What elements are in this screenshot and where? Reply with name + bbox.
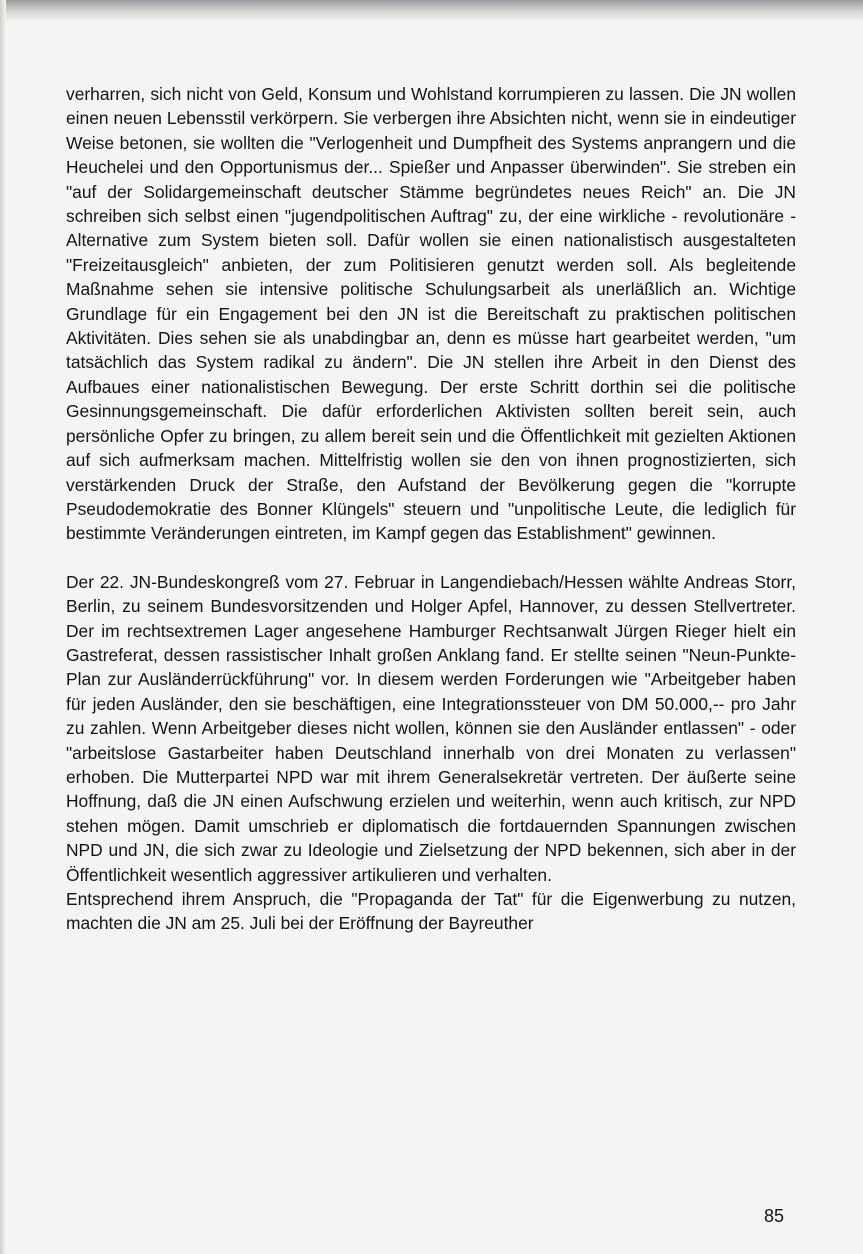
page-number: 85 bbox=[764, 1206, 785, 1226]
paragraph-3: Entsprechend ihrem Anspruch, die "Propaganda der Tat" für die Eigenwerbung zu nutzen, machten die JN am 25. Juli bei der Eröffnung der Bayreuther bbox=[66, 889, 796, 934]
paragraph-2: Der 22. JN-Bundeskongreß vom 27. Februar in Langendiebach/Hessen wählte Andreas Storr, Berlin, zu seinem Bundesvorsitzenden und Holger Apfel, Hannover, zu dessen Stellvertreter. Der im rechtsextremen Lager angesehene Hamburger Rechtsanwalt Jürgen Rieger hielt ein Gastreferat, dessen rassistischer Inhalt großen Anklang fand. Er stellte seinen "Neun-Punkte-Plan zur Ausländerrückführung" vor. In diesem werden Forderungen wie "Arbeitgeber haben für jeden Ausländer, den sie beschäftigen, eine Integrationssteuer von DM 50.000,-- pro Jahr zu zahlen. Wenn Arbeitgeber dieses nicht wollen, können sie den Ausländer entlassen" - oder "arbeitslose Gastarbeiter haben Deutschland innerhalb von drei Monaten zu verlassen" erhoben. Die Mutterpartei NPD war mit ihrem Generalsekretär vertreten. Der äußerte seine Hoffnung, daß die JN einen Aufschwung erzielen und weiterhin, wenn auch kritisch, zur NPD stehen mögen. Damit umschrieb er diplomatisch die fortdauernden Spannungen zwischen NPD und JN, die sich zwar zu Ideologie und Zielsetzung der NPD bekennen, sich aber in der Öffentlichkeit wesentlich aggressiver artikulieren und verhalten. bbox=[66, 571, 796, 885]
scan-top-edge bbox=[0, 0, 863, 22]
paragraph-1: verharren, sich nicht von Geld, Konsum und Wohlstand korrumpieren zu lassen. Die JN wollen einen neuen Lebensstil verkörpern. Sie verbergen ihre Absichten nicht, wenn sie in eindeutiger Weise betonen, sie wollten die "Verlogenheit und Dumpfheit des Systems anprangern und die Heuchelei und den Opportunismus der... Spießer und Anpasser überwinden". Sie streben ein "auf der Solidargemeinschaft deutscher Stämme begründetes neues Reich" an. Die JN schreiben sich selbst einen "jugendpolitischen Auftrag" zu, der eine wirkliche - revolutionäre - Alternative zum System bieten soll. Dafür wollen sie einen nationalistisch ausgestalteten "Freizeitausgleich" anbieten, der zum Politisieren genutzt werden soll. Als begleitende Maßnahme sehen sie intensive politische Schulungsarbeit als unerläßlich an. Wichtige Grundlage für ein Engagement bei den JN ist die Bereitschaft zu praktischen politischen Aktivitäten. Dies sehen sie als unabdingbar an, denn es müsse hart gearbeitet werden, "um tatsächlich das System radikal zu ändern". Die JN stellen ihre Arbeit in den Dienst des Aufbaues einer nationalistischen Bewegung. Der erste Schritt dorthin sei die politische Gesinnungsgemeinschaft. Die dafür erforderlichen Aktivisten sollten bereit sein, auch persönliche Opfer zu bringen, zu allem bereit sein und die Öffentlichkeit mit gezielten Aktionen auf sich aufmerksam machen. Mittelfristig wollen sie den von ihnen prognostizierten, sich verstärkenden Druck der Straße, den Aufstand der Bevölkerung gegen die "korrupte Pseudodemokratie des Bonner Klüngels" steuern und "unpolitische Leute, die lediglich für bestimmte Veränderungen eintreten, im Kampf gegen das Establishment" gewinnen. bbox=[66, 84, 796, 544]
scan-left-edge bbox=[0, 0, 6, 1254]
page-body bbox=[66, 82, 796, 936]
